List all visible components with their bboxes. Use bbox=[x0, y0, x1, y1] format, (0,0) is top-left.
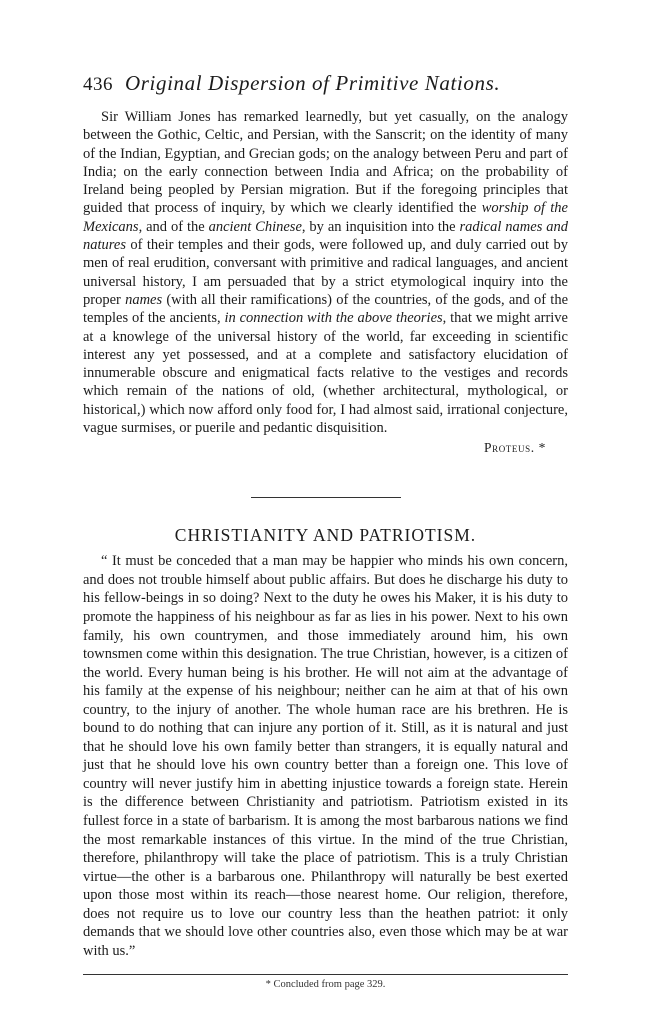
page-number: 436 bbox=[83, 74, 113, 95]
article-paragraph bbox=[83, 108, 568, 437]
author-signature: Proteus. * bbox=[483, 440, 546, 456]
text-run: Sir William Jones has remarked learnedly, but yet casually, on the analogy between the Gothic, Celtic, and Persian, with the Sanscrit; on the identity of many of the Indian, Egyptian, and Grecian gods; on the analogy between Peru and part of India; on the early connection between India and Africa; on the probability of Ireland being peopled by Persian migration. But if the foregoing principles that guided that process of inquiry, by which we clearly identified the bbox=[83, 109, 568, 217]
running-title: Original Dispersion of Primitive Nations. bbox=[125, 71, 501, 95]
text-run: , and of the bbox=[138, 218, 209, 235]
running-head bbox=[83, 70, 568, 98]
emphasis-text: worship of the Mexicans bbox=[83, 200, 568, 235]
text-run: , that we might arrive at a knowlege of the universal history of the world, far exceeding in scientific interest any yet possessed, and at a complete and satisfactory elucidation of innumerable obscure and enigmatical facts relative to the vestiges and records which remain of the nations of old, (whether architectural, mythological, or historical,) which now afford only food for, I had almost said, irrational conjecture, vague surmises, or puerile and pedantic disquisition. bbox=[83, 310, 568, 437]
emphasis-text: in connection with the above theories bbox=[224, 310, 443, 327]
emphasis-text: radical names and natures bbox=[83, 218, 568, 254]
text-run: (with all their ramifications) of the countries, of the gods, and of the temples of the ancients, bbox=[83, 291, 569, 327]
emphasis-text: names bbox=[125, 291, 163, 308]
text-run: of their temples and their gods, were followed up, and duly carried out by men of real erudition, conversant with primitive and radical languages, and ancient universal history, I am persuaded that by a strict etymological inquiry into the proper bbox=[83, 237, 568, 308]
emphasis-text: ancient Chinese bbox=[208, 218, 302, 235]
section-title: CHRISTIANITY AND PATRIOTISM. bbox=[174, 525, 477, 546]
text-run: , by an inquisition into the bbox=[301, 218, 460, 235]
footnote: * Concluded from page 329. bbox=[265, 979, 386, 991]
article-paragraph: “ It must be conceded that a man may be happier who minds his own concern, and does not trouble himself about public affairs. But does he discharge his duty to his fellow-beings in so doing? Next to the duty he owes his Maker, it is his duty to promote the happiness of his neighbour as far as lies in his power. Next to his own family, his own countrymen, and those immediately around him, his own townsmen come within this designation. The true Christian, however, is a citizen of the world. Every human being is his brother. He will not aim at the advantage of his family at the expense of his neighbour; neither can he aim at that of his own country, to the injury of another. The whole human race are his brethren. He is bound to do nothing that can injure any portion of it. Still, as it is natural and just that he should love his own family better than strangers, it is equally natural and just that he should love his own country better than a foreign one. This love of country will never justify him in abetting injustice towards a foreign state. Herein is the difference between Christianity and patriotism. Patriotism existed in its fullest force in a state of barbarism. It is among the most barbarous nations we find the most remarkable instances of this virtue. In the mind of the true Christian, therefore, philanthropy will take the place of patriotism. This is a truly Christian virtue—the other is a barbarous one. Philanthropy will naturally be best exerted upon those most within its reach—those nearest home. Our religion, therefore, does not require us to love our country less than the heathen patriot: it only demands that we should love other countries also, even those which may be at war with us.” bbox=[83, 553, 568, 959]
section-divider bbox=[251, 497, 401, 498]
page bbox=[83, 70, 568, 993]
footnote-rule bbox=[83, 974, 568, 975]
